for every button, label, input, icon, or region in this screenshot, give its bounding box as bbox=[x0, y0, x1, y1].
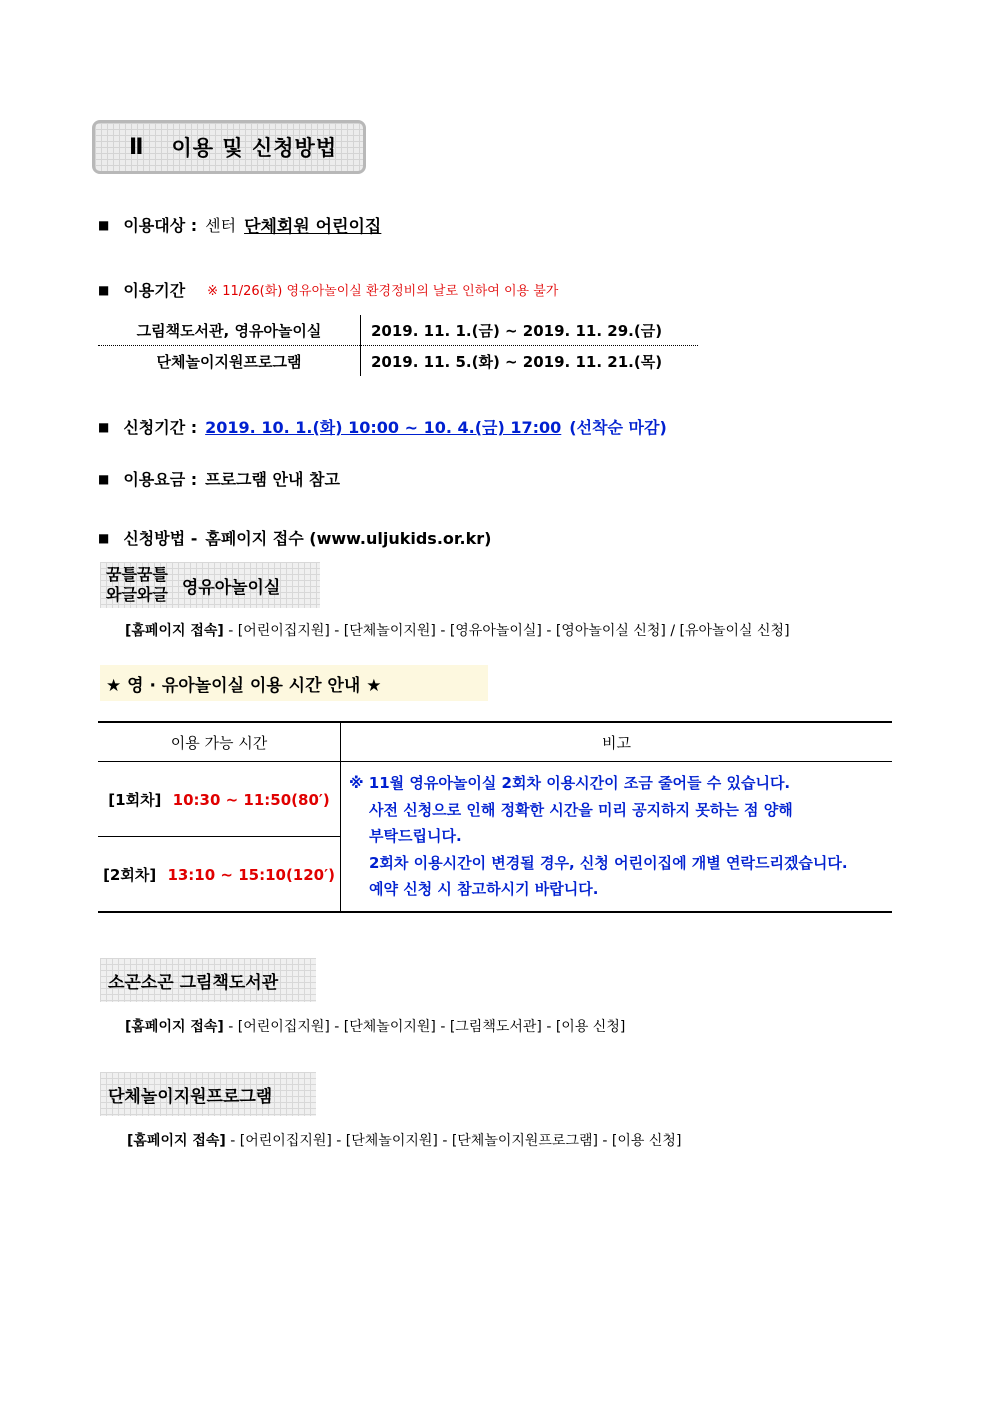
table-row bbox=[98, 762, 892, 837]
slot-time: 13:10 ~ 15:10(120′) bbox=[167, 865, 335, 884]
apply-method-value: 홈페이지 접수 (www.uljukids.or.kr) bbox=[205, 529, 492, 548]
playroom-header bbox=[100, 562, 320, 608]
target-value: 단체회원 어린이집 bbox=[244, 217, 382, 237]
target-label: 이용대상 : bbox=[123, 216, 198, 235]
square-bullet-icon: ■ bbox=[98, 471, 110, 486]
note-line: 부탁드립니다. bbox=[369, 827, 462, 845]
apply-method-label: 신청방법 - bbox=[123, 529, 198, 548]
target-row bbox=[98, 212, 381, 237]
period-table bbox=[98, 315, 698, 376]
program-header: 단체놀이지원프로그램 bbox=[100, 1072, 316, 1116]
period-row bbox=[98, 278, 558, 301]
slot-label: [1회차] bbox=[108, 790, 162, 809]
period-label: 이용기간 bbox=[123, 281, 186, 300]
playroom-badge-line1: 꿈틀꿈틀 bbox=[106, 565, 168, 584]
table-row bbox=[98, 315, 698, 346]
fee-value: 프로그램 안내 참고 bbox=[205, 470, 340, 489]
table-header-row bbox=[98, 722, 892, 762]
slot-label: [2회차] bbox=[103, 865, 157, 884]
slot-time: 10:30 ~ 11:50(80′) bbox=[172, 790, 330, 809]
library-header: 소곤소곤 그림책도서관 bbox=[100, 958, 316, 1002]
apply-period-value: 2019. 10. 1.(화) 10:00 ~ 10. 4.(금) 17:00 bbox=[205, 418, 562, 437]
homepage-label: [홈페이지 접속] bbox=[125, 1019, 224, 1035]
target-prefix: 센터 bbox=[205, 216, 237, 235]
apply-period-suffix: (선착순 마감) bbox=[569, 418, 667, 437]
note-line: 사전 신청으로 인해 정확한 시간을 미리 공지하지 못하는 점 양해 bbox=[369, 800, 793, 819]
homepage-label: [홈페이지 접속] bbox=[127, 1133, 226, 1149]
playroom-homepage-path bbox=[125, 620, 790, 640]
period-name: 그림책도서관, 영유아놀이실 bbox=[98, 315, 361, 346]
homepage-path: - [어린이집지원] - [단체놀이지원] - [영유아놀이실] - [영아놀이실 신청] / [유아놀이실 신청] bbox=[223, 623, 790, 639]
square-bullet-icon: ■ bbox=[98, 282, 110, 297]
program-homepage-path bbox=[127, 1130, 681, 1150]
guide-title: ★ 영 · 유아놀이실 이용 시간 안내 ★ bbox=[100, 665, 488, 701]
col-header-time: 이용 가능 시간 bbox=[98, 722, 341, 762]
apply-period-row bbox=[98, 415, 667, 438]
homepage-label: [홈페이지 접속] bbox=[125, 623, 224, 639]
homepage-path: - [어린이집지원] - [단체놀이지원] - [단체놀이지원프로그램] - [이용 신청] bbox=[225, 1133, 682, 1149]
apply-period-label: 신청기간 : bbox=[123, 418, 198, 437]
square-bullet-icon: ■ bbox=[98, 419, 110, 434]
playroom-badge bbox=[100, 565, 168, 605]
period-dates: 2019. 11. 5.(화) ~ 2019. 11. 21.(목) bbox=[371, 352, 663, 371]
note-line: 예약 신청 시 참고하시기 바랍니다. bbox=[369, 880, 599, 898]
square-bullet-icon: ■ bbox=[98, 217, 110, 232]
fee-row bbox=[98, 467, 340, 490]
col-header-note: 비고 bbox=[341, 722, 893, 762]
slot-cell bbox=[98, 837, 341, 913]
note-line: ※ 11월 영유아놀이실 2회차 이용시간이 조금 줄어들 수 있습니다. bbox=[349, 774, 791, 792]
period-name: 단체놀이지원프로그램 bbox=[98, 346, 361, 377]
apply-method-row bbox=[98, 526, 491, 549]
library-homepage-path bbox=[125, 1016, 625, 1036]
table-row bbox=[98, 346, 698, 377]
note-line: 2회차 이용시간이 변경될 경우, 신청 어린이집에 개별 연락드리겠습니다. bbox=[369, 853, 848, 872]
period-dates: 2019. 11. 1.(금) ~ 2019. 11. 29.(금) bbox=[371, 321, 663, 340]
time-table bbox=[98, 721, 892, 913]
playroom-name: 영유아놀이실 bbox=[181, 577, 281, 598]
square-bullet-icon: ■ bbox=[98, 530, 110, 545]
homepage-path: - [어린이집지원] - [단체놀이지원] - [그림책도서관] - [이용 신청] bbox=[223, 1019, 626, 1035]
note-cell bbox=[341, 762, 893, 913]
playroom-badge-line2: 와글와글 bbox=[106, 585, 168, 604]
slot-cell bbox=[98, 762, 341, 837]
fee-label: 이용요금 : bbox=[123, 470, 198, 489]
period-note: ※ 11/26(화) 영유아놀이실 환경정비의 날로 인하여 이용 불가 bbox=[207, 284, 559, 299]
section-title bbox=[92, 120, 366, 174]
section-heading: 이용 및 신청방법 bbox=[171, 136, 338, 160]
section-number: Ⅱ bbox=[129, 134, 144, 160]
